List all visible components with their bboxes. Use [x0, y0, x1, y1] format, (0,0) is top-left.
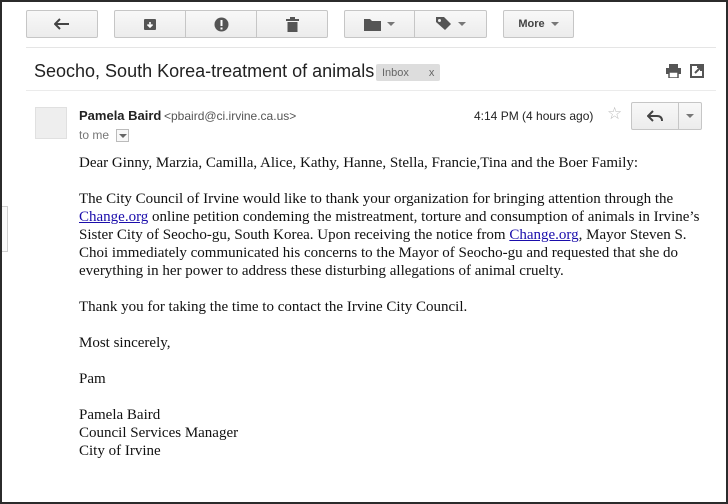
toolbar-divider	[26, 47, 716, 48]
tag-icon	[436, 17, 452, 31]
more-button[interactable]	[503, 10, 574, 38]
body-text-segment: online petition condeming the mistreatment, torture and consumption of animals in Irvine’s Sister City of Seocho-gu, South Korea. Upon receiving the notice from	[79, 209, 700, 243]
signature-title: Council Services Manager	[79, 425, 239, 441]
new-window-icon	[690, 64, 704, 78]
message-time: 4:14 PM (4 hours ago)	[474, 109, 594, 123]
sender-name: Pamela Baird	[79, 108, 162, 123]
reply-options-button[interactable]	[678, 102, 702, 130]
show-details-button[interactable]	[116, 129, 129, 142]
change-org-link[interactable]: Change.org	[509, 227, 579, 243]
remove-label-icon[interactable]: x	[428, 66, 435, 79]
move-to-button[interactable]	[344, 10, 415, 38]
closing: Most sincerely,	[79, 335, 171, 351]
inbox-label-chip[interactable]	[376, 64, 440, 81]
arrow-left-icon	[54, 18, 70, 30]
signature-org: City of Irvine	[79, 443, 161, 459]
avatar	[35, 107, 67, 139]
archive-button[interactable]	[114, 10, 186, 38]
email-subject: Seocho, South Korea-treatment of animals	[34, 61, 375, 81]
folder-icon	[364, 18, 381, 31]
short-name: Pam	[79, 371, 106, 387]
print-button[interactable]	[666, 64, 682, 80]
new-window-button[interactable]	[690, 64, 706, 80]
report-spam-icon	[214, 17, 229, 32]
report-spam-button[interactable]	[186, 10, 257, 38]
star-icon[interactable]: ☆	[607, 104, 623, 123]
archive-icon	[143, 17, 157, 31]
body-text-segment: , Mayor Steven S. Choi immediately communicated his concerns to the Mayor of Seocho-gu and requested that she do everything in her power to address these disturbing allegations of animal cruelty.	[79, 227, 687, 279]
change-org-link[interactable]: Change.org	[79, 209, 149, 225]
header-divider	[26, 90, 716, 91]
body-paragraph: Thank you for taking the time to contact the Irvine City Council.	[79, 299, 468, 315]
body-paragraph	[79, 190, 709, 280]
chevron-down-icon	[387, 22, 395, 26]
recipient-label: to me	[79, 128, 110, 142]
label-text: Inbox	[382, 66, 409, 79]
chevron-down-icon	[686, 114, 694, 118]
chevron-down-icon	[551, 22, 559, 26]
chevron-down-icon	[458, 22, 466, 26]
reply-icon	[647, 110, 663, 122]
delete-button[interactable]	[257, 10, 328, 38]
trash-icon	[286, 17, 299, 32]
back-button[interactable]	[26, 10, 98, 38]
chevron-down-icon	[119, 134, 127, 138]
signature-name: Pamela Baird	[79, 407, 161, 423]
reply-button[interactable]	[631, 102, 679, 130]
sender-email: <pbaird@ci.irvine.ca.us>	[164, 109, 297, 123]
message-body	[79, 154, 709, 460]
side-panel-handle[interactable]	[0, 206, 8, 252]
body-text-segment: The City Council of Irvine would like to thank your organization for bringing attention through the	[79, 191, 674, 207]
print-icon	[666, 64, 681, 78]
more-label: More	[518, 18, 545, 30]
greeting: Dear Ginny, Marzia, Camilla, Alice, Kathy, Hanne, Stella, Francie,Tina and the Boer Family:	[79, 155, 639, 171]
labels-button[interactable]	[415, 10, 487, 38]
